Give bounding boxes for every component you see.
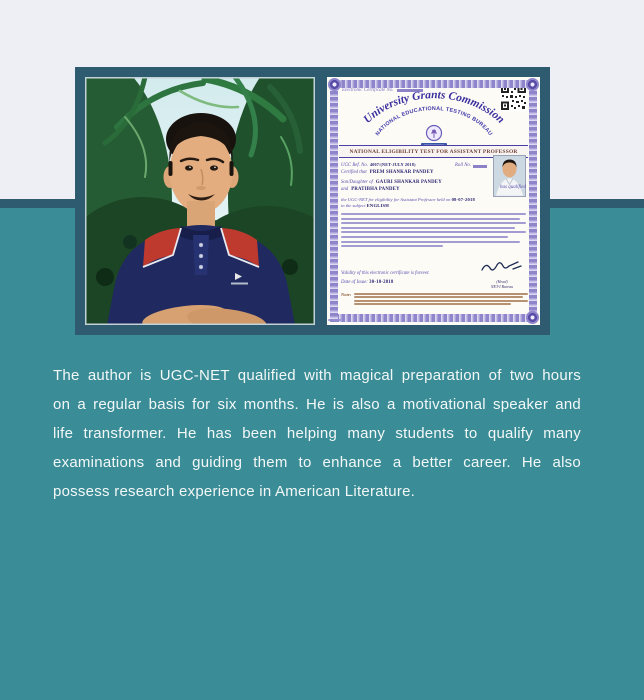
roll-value-blur [473,165,487,168]
certificate-body [341,162,487,193]
fine-print-line [341,231,526,233]
roll-label: Roll No. [455,163,471,168]
head-label: (Head) [496,279,508,284]
border-rosette-icon [526,311,539,324]
certificate-border-top [330,80,537,88]
border-rosette-icon [526,78,539,91]
has-qualified-text: has qualified [500,185,526,190]
author-portrait-illustration [85,77,315,325]
mother-name: PRATIBHA PANDEY [351,186,400,192]
fine-print-line [341,222,526,224]
note-fine-print [354,292,528,307]
fine-print-line [341,236,508,238]
certified-label: Certified that [341,169,367,175]
parentage-row [341,180,487,187]
fine-print-line [341,245,443,247]
candidate-photo [493,155,526,197]
held-date: 08-07-2018 [451,197,475,202]
subject-label: in the subject [341,203,366,209]
note-line [354,296,523,298]
bio-line: examinations and guiding them to enhance a better career. He also [53,454,581,471]
father-name: GAURI SHANKAR PANDEY [375,180,442,186]
ref-label: UGC Ref. No. [341,163,368,168]
author-bio-paragraph [53,361,581,506]
certified-row [341,170,487,177]
issue-label: Date of Issue: [341,280,368,285]
fine-print-line [341,218,520,220]
certificate-band-title: NATIONAL ELIGIBILITY TEST FOR ASSISTANT PROFESSOR [339,145,528,158]
note-line [354,300,528,302]
certificate-fine-print [341,213,526,250]
certificate-header-arch [349,83,519,151]
fine-print-line [341,213,526,215]
and-label: and [341,186,349,192]
certificate-title-arc: University Grants Commission [360,89,507,126]
fine-print-line [341,241,520,243]
note-line [354,303,510,305]
certificate-eligibility-lines [341,197,526,210]
note-line [354,293,528,295]
ref-value: 4007/(NET-JULY 2018) [369,162,416,167]
signature-icon [480,261,524,274]
issue-date-line [341,280,394,285]
subject-value: ENGLISH [366,203,389,209]
electronic-certificate-label: Electronic Certificate No. [342,88,394,93]
note-label: Note: [341,292,352,297]
subject-row [341,203,526,209]
ugc-net-certificate [327,77,540,325]
issue-date: 30-10-2018 [369,280,394,285]
certificate-border-right [529,80,537,322]
bio-line: on a regular basis for six months. He is also a motivational speaker and [53,396,581,413]
certificate-border-left [330,80,338,322]
candidate-name: PREM SHANKAR PANDEY [369,169,434,175]
validity-text: Validity of this electronic certificate is forever. [341,271,430,276]
border-rosette-icon [328,78,341,91]
bio-line: possess research experience in American Literature. [53,483,416,500]
eligibility-line: the UGC-NET for eligibility for Assistant Professor held on [341,197,451,202]
bio-line: life transformer. He has been helping many students to qualify many [53,425,581,442]
parentage-label: Son/Daughter of [341,180,373,186]
bureau-label: NET-I Bureau [490,284,514,289]
ref-roll-row [341,162,487,170]
framed-image-block [75,67,550,335]
certificate-note [341,292,528,307]
signature-block [478,261,526,289]
fine-print-line [341,227,515,229]
bio-line: The author is UGC-NET qualified with magical preparation of two hours [53,367,581,384]
certificate-border-bottom [330,314,537,322]
mother-row [341,187,487,194]
author-photo [85,77,315,325]
certificate-subtitle-arc: NATIONAL EDUCATIONAL TESTING BUREAU [374,105,493,138]
